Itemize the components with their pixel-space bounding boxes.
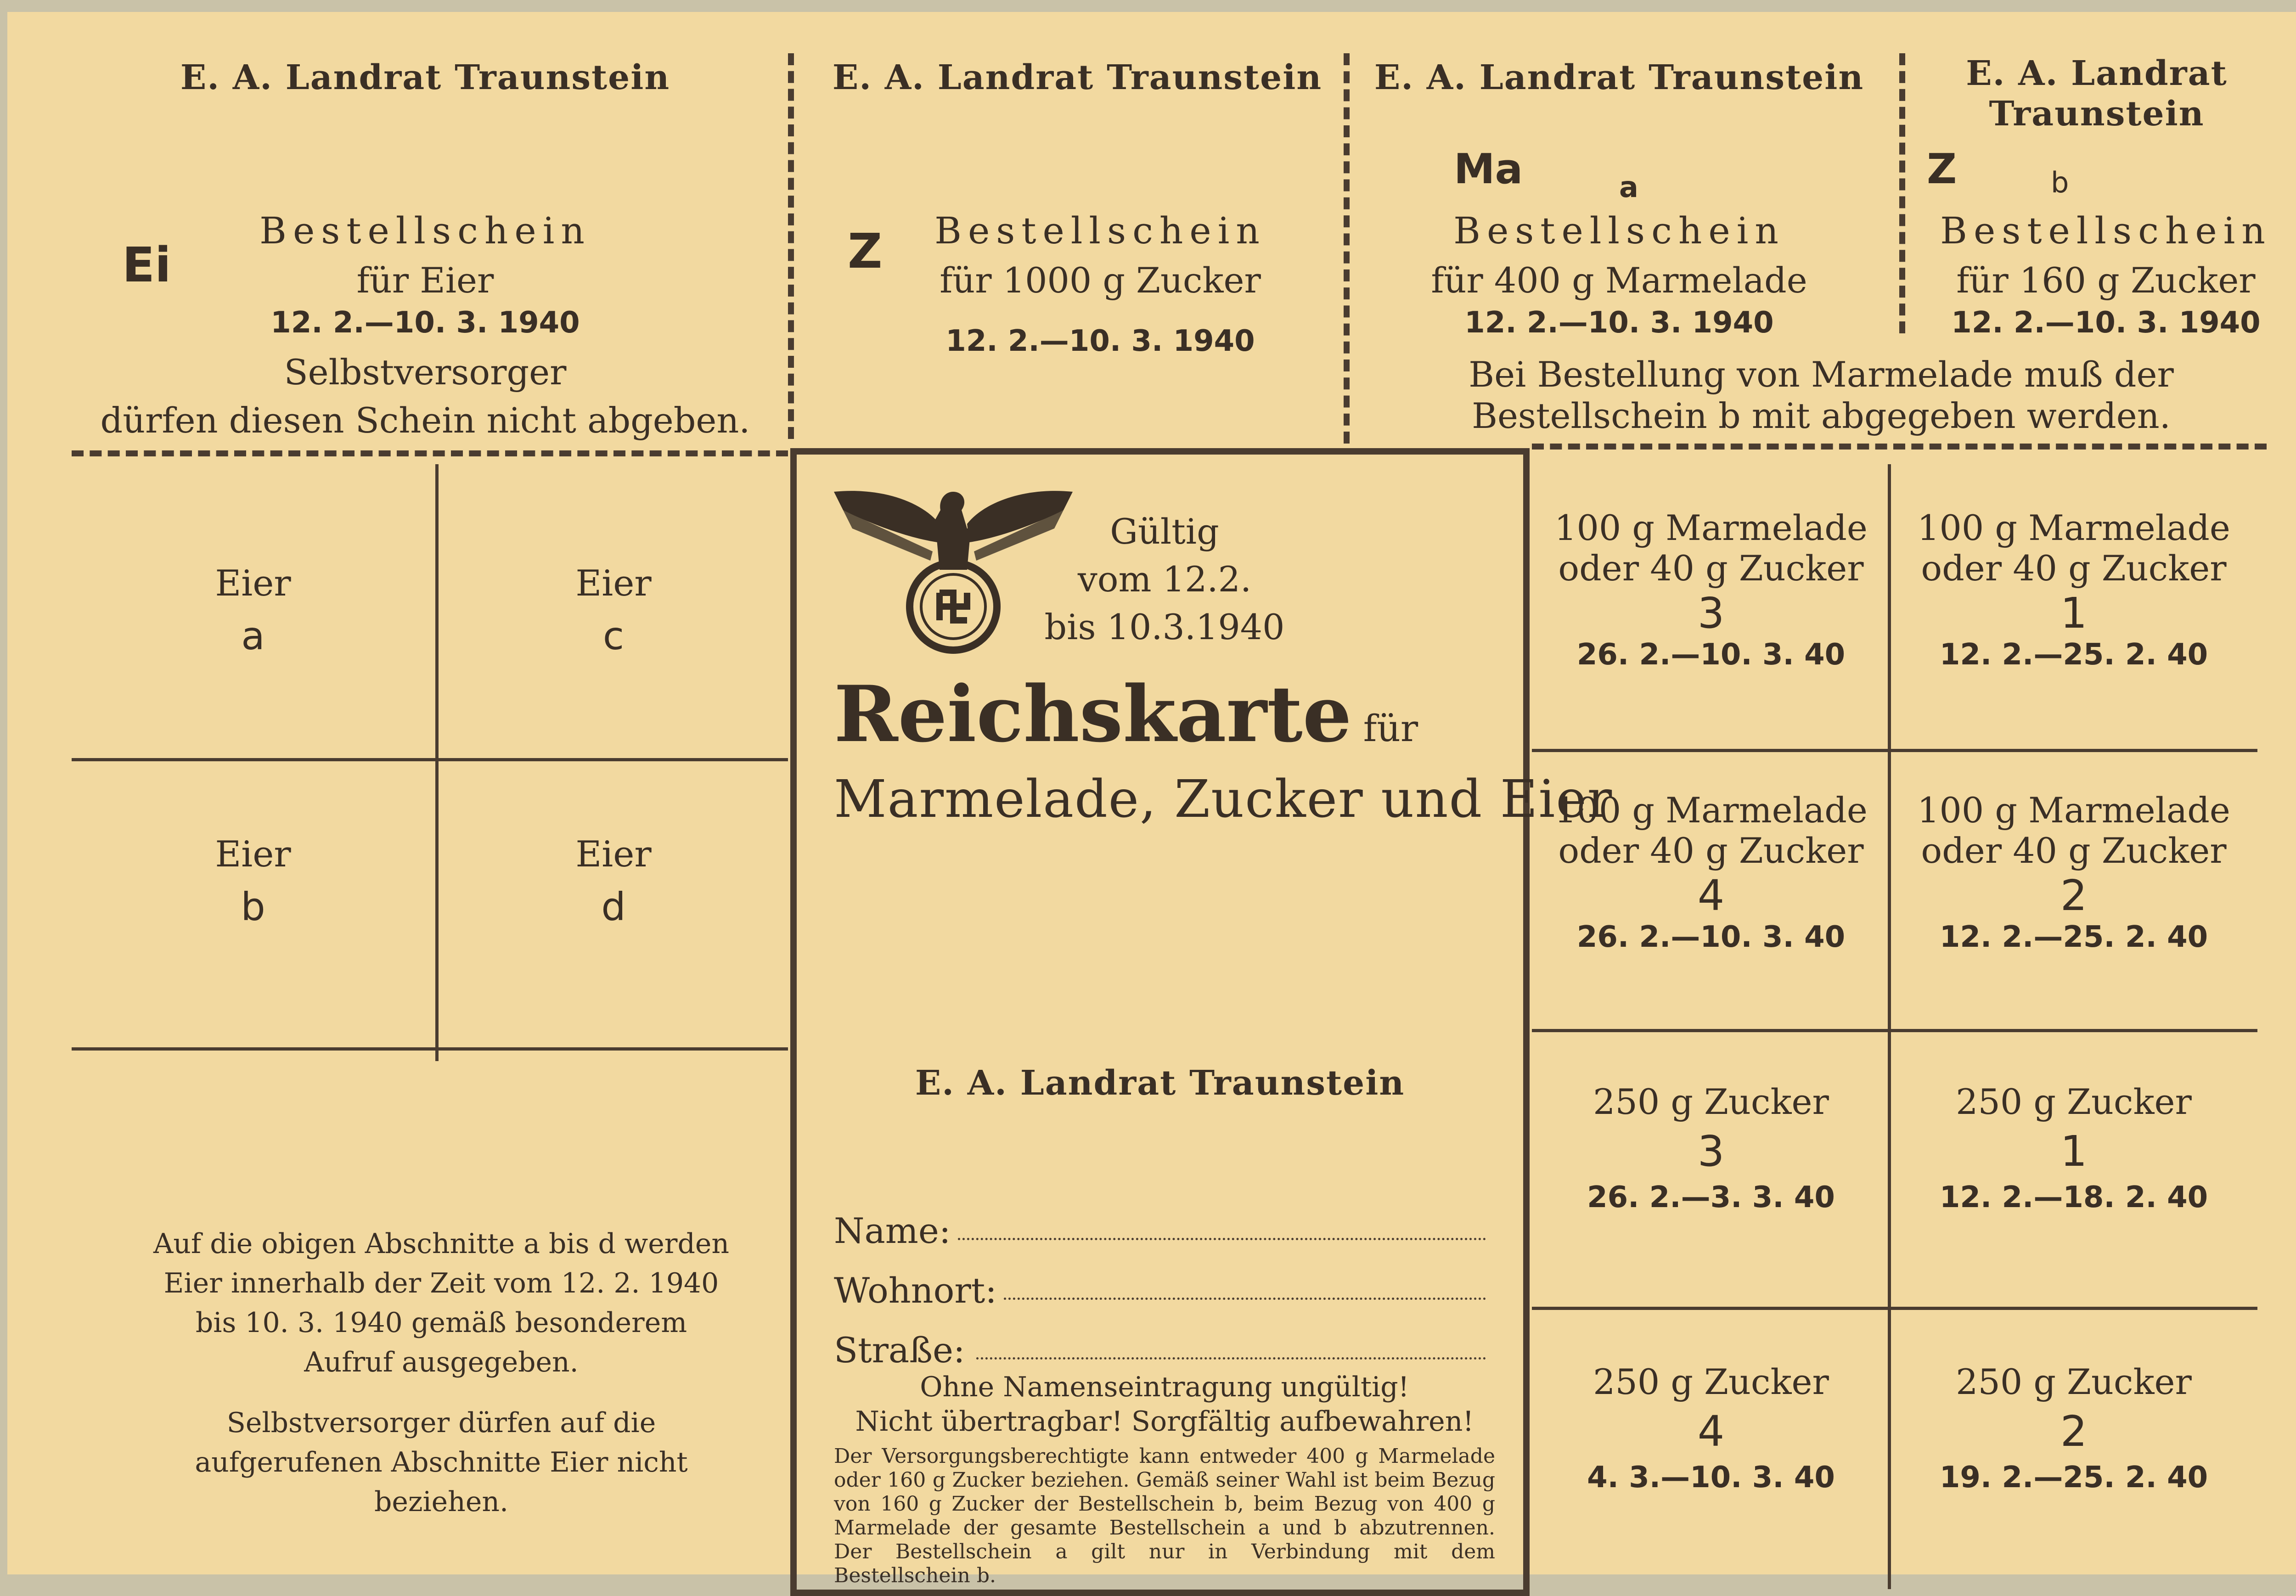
jam-item: für 400 g Marmelade (1431, 260, 1807, 301)
issuer-line-1: E. A. Landrat (1966, 54, 2228, 93)
sugar-code: Z (848, 223, 883, 279)
coupon-grid-line (72, 1047, 788, 1051)
eggs-code: Ei (122, 237, 171, 293)
perforation-horizontal (1532, 444, 2267, 450)
coupon-line-1: 250 g Zucker (1956, 1081, 2192, 1122)
coupon-number: 1 (2060, 1127, 2088, 1176)
coupon-letter: a (241, 613, 265, 658)
issuer-line-2: Traunstein (1989, 94, 2205, 134)
coupon-dates: 4. 3.—10. 3. 40 (1587, 1461, 1835, 1495)
egg-coupon-b (72, 834, 434, 929)
jam-note-1: Bei Bestellung von Marmelade muß der (1469, 354, 2174, 395)
coupon-line-1: 250 g Zucker (1593, 1081, 1829, 1122)
coupon-sugar-1 (1895, 1082, 2253, 1214)
coupon-number: 3 (1697, 1127, 1725, 1176)
jam-note-2: Bestellschein b mit abgegeben werden. (1472, 395, 2171, 436)
coupon-label: Eier (575, 834, 652, 875)
coupon-grid-line (72, 758, 788, 761)
coupon-grid-line (1888, 464, 1891, 1589)
coupon-number: 2 (2060, 871, 2088, 920)
sugar-b-item: für 160 g Zucker (1956, 260, 2256, 301)
egg-notice-1: Auf die obigen Abschnitte a bis d werden Eier innerhalb der Zeit vom 12. 2. 1940 bis 10. 3. 1940 gemäß besonderem Aufruf ausgegeben. (153, 1228, 730, 1378)
validity-line-1: Gültig (1110, 511, 1219, 552)
coupon-line-2: oder 40 g Zucker (1921, 830, 2227, 871)
warning-line-1: Ohne Namenseintragung ungültig! (920, 1371, 1409, 1403)
issuer-heading: E. A. Landrat Traunstein (1374, 58, 1864, 97)
coupon-number: 4 (1697, 871, 1725, 920)
residence-field[interactable] (1004, 1298, 1486, 1300)
jam-title: Bestellschein (1453, 209, 1785, 252)
perforation-vertical (1344, 53, 1350, 444)
sugar-b-dates: 12. 2.—10. 3. 1940 (1951, 306, 2261, 340)
coupon-number: 4 (1697, 1407, 1725, 1456)
warning-line-2: Nicht übertragbar! Sorgfältig aufbewahren! (855, 1405, 1474, 1438)
perforation-vertical (788, 53, 794, 439)
coupon-letter: b (241, 884, 265, 929)
sugar-b-code: Z (1927, 145, 1957, 193)
issuer-heading: E. A. Landrat Traunstein (180, 58, 670, 97)
coupon-line-2: oder 40 g Zucker (1558, 548, 1864, 589)
card-title-main: Reichskarte (834, 669, 1352, 759)
jam-dates: 12. 2.—10. 3. 1940 (1464, 306, 1774, 340)
coupon-jam-sugar-2 (1895, 790, 2253, 954)
coupon-label: Eier (575, 563, 652, 604)
card-title-fuer: für (1363, 707, 1418, 750)
coupon-line-1: 250 g Zucker (1956, 1361, 2192, 1402)
street-field[interactable] (976, 1357, 1486, 1360)
coupon-grid-line (435, 464, 439, 1061)
coupon-dates: 26. 2.—10. 3. 40 (1576, 920, 1846, 954)
sugar-title: Bestellschein (934, 209, 1266, 252)
name-label: Name: (834, 1210, 951, 1251)
egg-coupon-a (72, 563, 434, 658)
coupon-label: Eier (215, 563, 291, 604)
street-label: Straße: (834, 1330, 965, 1371)
coupon-grid-line (1532, 1029, 2257, 1032)
perforation-horizontal (72, 450, 788, 456)
card-subtitle: Marmelade, Zucker und Eier (834, 770, 1613, 829)
coupon-letter: d (601, 884, 626, 929)
coupon-jam-sugar-1 (1895, 508, 2253, 672)
card-issuer: E. A. Landrat Traunstein (915, 1063, 1405, 1103)
coupon-jam-sugar-4 (1536, 790, 1885, 954)
validity-line-3: bis 10.3.1940 (1044, 607, 1285, 647)
coupon-line-1: 100 g Marmelade (1917, 790, 2230, 831)
coupon-line-2: oder 40 g Zucker (1558, 830, 1864, 871)
coupon-letter: c (602, 613, 625, 658)
coupon-label: Eier (215, 834, 291, 875)
sugar-dates: 12. 2.—10. 3. 1940 (945, 324, 1255, 358)
jam-code: Ma (1454, 145, 1523, 193)
coupon-jam-sugar-3 (1536, 508, 1885, 672)
sugar-item: für 1000 g Zucker (940, 260, 1261, 301)
coupon-sugar-2 (1895, 1362, 2253, 1495)
name-field[interactable] (958, 1238, 1486, 1240)
coupon-dates: 12. 2.—25. 2. 40 (1939, 638, 2208, 672)
coupon-line-1: 100 g Marmelade (1917, 507, 2230, 548)
issuer-heading: E. A. Landrat Traunstein (832, 58, 1322, 97)
coupon-number: 1 (2060, 589, 2088, 638)
ration-card-sheet (7, 12, 2296, 1587)
jam-sub: a (1619, 170, 1638, 204)
egg-coupon-c (439, 563, 788, 658)
coupon-sugar-3 (1536, 1082, 1885, 1214)
coupon-line-1: 100 g Marmelade (1554, 507, 1868, 548)
eggs-note-2: dürfen diesen Schein nicht abgeben. (100, 400, 750, 441)
perforation-vertical (1899, 53, 1905, 333)
fine-print: Der Versorgungsberechtigte kann entweder 400 g Marmelade oder 160 g Zucker beziehen. Gemäß seiner Wahl ist beim Bezug von 160 g Zucker der Bestellschein b, beim Bezug von 400 g Marmelade der gesamte Bestellschein a und b abzutrennen. Der Bestellschein a gilt nur in Verbindung mit dem Bestellschein b. (834, 1444, 1495, 1587)
coupon-dates: 26. 2.—10. 3. 40 (1576, 638, 1846, 672)
eggs-title: Bestellschein (259, 209, 591, 252)
coupon-line-1: 100 g Marmelade (1554, 790, 1868, 831)
sugar-b-sub: b (2051, 166, 2069, 199)
egg-notice-2: Selbstversorger dürfen auf die aufgerufenen Abschnitte Eier nicht beziehen. (195, 1407, 688, 1518)
egg-coupon-d (439, 834, 788, 929)
coupon-dates: 12. 2.—25. 2. 40 (1939, 920, 2208, 954)
card-title (834, 669, 1418, 759)
coupon-grid-line (1532, 749, 2257, 752)
coupon-line-2: oder 40 g Zucker (1921, 548, 2227, 589)
coupon-number: 3 (1697, 589, 1725, 638)
coupon-sugar-4 (1536, 1362, 1885, 1495)
coupon-grid-line (1532, 1307, 2257, 1310)
eggs-item: für Eier (356, 260, 494, 301)
sugar-b-title: Bestellschein (1940, 209, 2272, 252)
validity-line-2: vom 12.2. (1077, 559, 1252, 600)
issuer-heading-small (1918, 53, 2276, 134)
eggs-dates: 12. 2.—10. 3. 1940 (270, 306, 580, 340)
coupon-line-1: 250 g Zucker (1593, 1361, 1829, 1402)
validity-block (1027, 508, 1302, 651)
eggs-note-1: Selbstversorger (284, 352, 567, 393)
coupon-dates: 12. 2.—18. 2. 40 (1939, 1180, 2208, 1214)
residence-label: Wohnort: (834, 1270, 997, 1311)
coupon-dates: 19. 2.—25. 2. 40 (1939, 1461, 2208, 1495)
coupon-dates: 26. 2.—3. 3. 40 (1587, 1180, 1835, 1214)
coupon-number: 2 (2060, 1407, 2088, 1456)
